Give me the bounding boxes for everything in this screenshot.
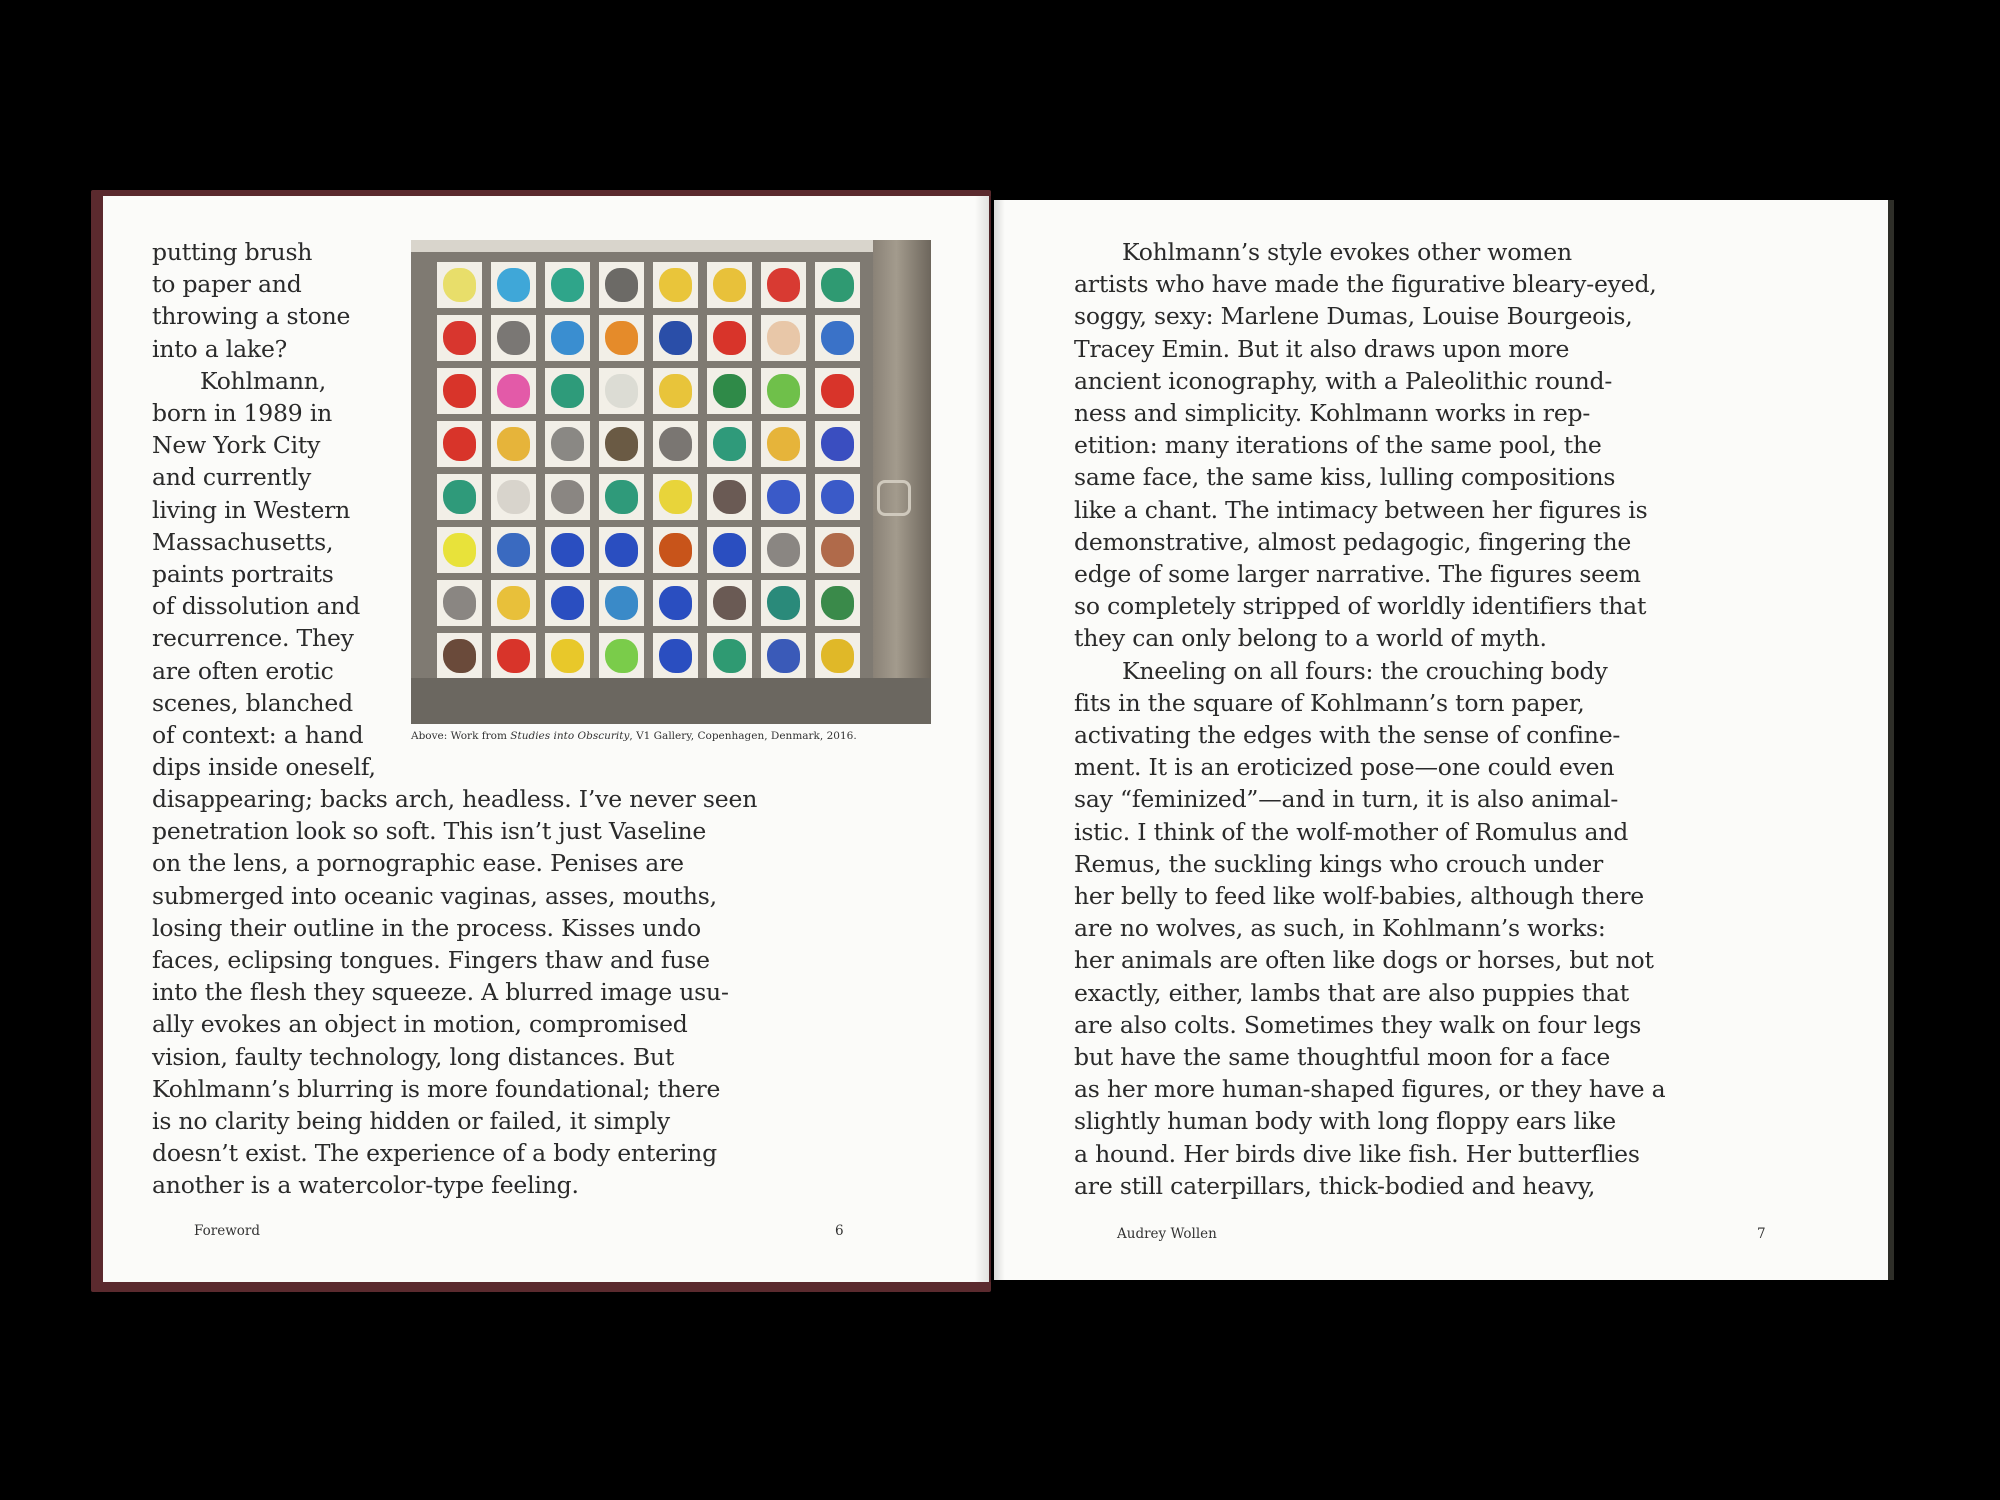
- text-line: throwing a stone: [152, 302, 351, 331]
- artwork-tile: [491, 580, 536, 626]
- text-line: ancient iconography, with a Paleolithic round-: [1074, 366, 1613, 395]
- painted-figure: [659, 586, 692, 620]
- painted-figure: [713, 586, 746, 620]
- text-line: living in Western: [152, 495, 351, 524]
- artwork-tile: [599, 580, 644, 626]
- text-line: artists who have made the figurative bleary-eyed,: [1074, 270, 1657, 299]
- artwork-tile: [437, 580, 482, 626]
- text-line: are often erotic: [152, 656, 334, 685]
- photo-caption: [411, 730, 971, 742]
- photo-wall: [411, 240, 931, 252]
- artwork-tile: [653, 474, 698, 520]
- artwork-tile: [437, 474, 482, 520]
- text-line: Tracey Emin. But it also draws upon more: [1074, 334, 1570, 363]
- artwork-tile: [815, 580, 860, 626]
- painted-figure: [767, 268, 800, 302]
- artwork-tile: [707, 262, 752, 308]
- artwork-tile: [545, 580, 590, 626]
- text-line: same face, the same kiss, lulling compositions: [1074, 463, 1616, 492]
- text-line: to paper and: [152, 270, 302, 299]
- text-line: disappearing; backs arch, headless. I’ve never seen: [152, 785, 758, 813]
- painted-figure: [551, 639, 584, 673]
- page-number-right: 7: [1757, 1226, 1766, 1242]
- artwork-tile: [707, 527, 752, 573]
- text-line: her animals are often like dogs or horses, but not: [1074, 946, 1654, 975]
- text-line: istic. I think of the wolf-mother of Romulus and: [1074, 817, 1629, 846]
- artwork-tile: [707, 580, 752, 626]
- painted-figure: [659, 639, 692, 673]
- painted-figure: [713, 374, 746, 408]
- painted-figure: [821, 586, 854, 620]
- text-line: of context: a hand: [152, 721, 364, 750]
- artwork-tile: [761, 315, 806, 361]
- painted-figure: [659, 268, 692, 302]
- painted-figure: [551, 533, 584, 567]
- painted-figure: [497, 639, 530, 673]
- artwork-tile: [599, 421, 644, 467]
- text-line: are also colts. Sometimes they walk on four legs: [1074, 1010, 1642, 1039]
- painted-figure: [551, 427, 584, 461]
- text-line: ness and simplicity. Kohlmann works in rep-: [1074, 399, 1591, 428]
- text-line: another is a watercolor-type feeling.: [152, 1171, 579, 1200]
- text-line: exactly, either, lambs that are also puppies that: [1074, 978, 1630, 1007]
- artwork-tile: [545, 474, 590, 520]
- text-line: faces, eclipsing tongues. Fingers thaw and fuse: [152, 946, 710, 975]
- painted-figure: [713, 427, 746, 461]
- artwork-tile: [707, 633, 752, 679]
- text-line: soggy, sexy: Marlene Dumas, Louise Bourgeois,: [1074, 302, 1633, 331]
- painted-figure: [551, 586, 584, 620]
- painted-figure: [497, 374, 530, 408]
- artwork-tile: [815, 315, 860, 361]
- artwork-tile: [653, 368, 698, 414]
- artwork-tile: [707, 315, 752, 361]
- text-line: are still caterpillars, thick-bodied and heavy,: [1074, 1171, 1596, 1200]
- painted-figure: [443, 321, 476, 355]
- painted-figure: [605, 268, 638, 302]
- text-line: activating the edges with the sense of confine-: [1074, 721, 1621, 750]
- painted-figure: [605, 533, 638, 567]
- painted-figure: [767, 374, 800, 408]
- text-line: into a lake?: [152, 334, 288, 363]
- artwork-tile: [761, 474, 806, 520]
- artwork-tile: [545, 633, 590, 679]
- text-line: is no clarity being hidden or failed, it simply: [152, 1107, 670, 1136]
- artwork-tile: [545, 262, 590, 308]
- text-line: ally evokes an object in motion, compromised: [152, 1010, 688, 1039]
- painted-figure: [497, 268, 530, 302]
- artwork-tile: [653, 527, 698, 573]
- artwork-tile: [545, 421, 590, 467]
- painted-figure: [659, 321, 692, 355]
- artwork-tile: [761, 633, 806, 679]
- artwork-tile: [599, 633, 644, 679]
- text-line: submerged into oceanic vaginas, asses, mouths,: [152, 881, 717, 910]
- painted-figure: [443, 374, 476, 408]
- text-line: fits in the square of Kohlmann’s torn paper,: [1074, 688, 1585, 717]
- painted-figure: [821, 268, 854, 302]
- painted-figure: [821, 321, 854, 355]
- text-line: penetration look so soft. This isn’t just Vaseline: [152, 817, 707, 846]
- painted-figure: [821, 480, 854, 514]
- artwork-tile: [491, 633, 536, 679]
- text-line: dips inside oneself,: [152, 753, 376, 782]
- artwork-tile: [491, 315, 536, 361]
- painted-figure: [767, 427, 800, 461]
- painted-figure: [443, 533, 476, 567]
- artwork-tile: [545, 315, 590, 361]
- artwork-tile: [437, 421, 482, 467]
- painted-figure: [659, 374, 692, 408]
- painted-figure: [443, 427, 476, 461]
- page-edge-right: [1888, 200, 1894, 1280]
- painted-figure: [605, 586, 638, 620]
- caption-prefix: Above: Work from: [411, 730, 511, 742]
- artwork-tile: [761, 580, 806, 626]
- photo-floor: [411, 678, 931, 724]
- artwork-tile: [437, 527, 482, 573]
- painted-figure: [767, 586, 800, 620]
- artwork-tile: [599, 368, 644, 414]
- left-page-text-wide: [152, 783, 792, 1202]
- painted-figure: [821, 374, 854, 408]
- artwork-tile: [815, 421, 860, 467]
- painted-figure: [821, 639, 854, 673]
- artwork-tile: [437, 315, 482, 361]
- painted-figure: [767, 639, 800, 673]
- painted-figure: [605, 480, 638, 514]
- artwork-tile: [761, 527, 806, 573]
- artwork-tile: [599, 262, 644, 308]
- artwork-tile: [491, 421, 536, 467]
- text-line: so completely stripped of worldly identifiers that: [1074, 592, 1647, 621]
- painted-figure: [551, 321, 584, 355]
- artwork-tile: [653, 315, 698, 361]
- artwork-tile: [761, 368, 806, 414]
- caption-suffix: , V1 Gallery, Copenhagen, Denmark, 2016.: [629, 730, 857, 742]
- painted-figure: [713, 639, 746, 673]
- footer-author-label: Audrey Wollen: [1117, 1226, 1217, 1242]
- text-line: doesn’t exist. The experience of a body entering: [152, 1139, 717, 1168]
- text-line: Kohlmann,: [200, 366, 326, 395]
- artwork-tile: [545, 368, 590, 414]
- artwork-tile: [815, 474, 860, 520]
- artwork-tile: [491, 262, 536, 308]
- text-line: vision, faulty technology, long distances. But: [152, 1042, 675, 1071]
- painted-figure: [767, 480, 800, 514]
- artwork-tile: [599, 474, 644, 520]
- artwork-tile: [437, 633, 482, 679]
- text-line: Kohlmann’s blurring is more foundational; there: [152, 1074, 721, 1103]
- artwork-tile: [761, 262, 806, 308]
- artwork-tile: [815, 633, 860, 679]
- artwork-tile: [815, 527, 860, 573]
- artwork-tile: [653, 262, 698, 308]
- gutter-shadow: [975, 196, 1005, 1282]
- artwork-tile: [599, 527, 644, 573]
- artwork-tile: [491, 527, 536, 573]
- artwork-tile: [599, 315, 644, 361]
- photo-door-lock: [877, 480, 911, 516]
- painted-figure: [659, 533, 692, 567]
- text-line: putting brush: [152, 238, 313, 266]
- text-line: as her more human-shaped figures, or they have a: [1074, 1075, 1666, 1104]
- painted-figure: [605, 639, 638, 673]
- painted-figure: [551, 480, 584, 514]
- artwork-tile: [653, 633, 698, 679]
- painted-figure: [497, 586, 530, 620]
- artwork-tile-grid: [437, 262, 869, 680]
- text-line: but have the same thoughtful moon for a face: [1074, 1043, 1611, 1072]
- text-line: Massachusetts,: [152, 527, 334, 556]
- caption-title: Studies into Obscurity: [510, 730, 630, 742]
- painted-figure: [551, 268, 584, 302]
- painted-figure: [605, 427, 638, 461]
- text-line: edge of some larger narrative. The figures seem: [1074, 560, 1641, 589]
- page-number-left: 6: [835, 1223, 844, 1239]
- artwork-tile: [815, 262, 860, 308]
- painted-figure: [497, 480, 530, 514]
- artwork-tile: [707, 368, 752, 414]
- text-line: are no wolves, as such, in Kohlmann’s works:: [1074, 914, 1606, 943]
- text-line: losing their outline in the process. Kisses undo: [152, 913, 701, 942]
- text-line: Remus, the suckling kings who crouch under: [1074, 849, 1604, 878]
- text-line: paints portraits: [152, 560, 334, 589]
- artwork-tile: [761, 421, 806, 467]
- painted-figure: [821, 427, 854, 461]
- text-line: slightly human body with long floppy ears like: [1074, 1107, 1616, 1136]
- artwork-tile: [545, 527, 590, 573]
- text-line: on the lens, a pornographic ease. Penises are: [152, 849, 684, 878]
- text-line: recurrence. They: [152, 624, 354, 653]
- painted-figure: [767, 321, 800, 355]
- text-line: her belly to feed like wolf-babies, although there: [1074, 882, 1644, 911]
- text-line: Kneeling on all fours: the crouching body: [1122, 656, 1608, 685]
- painted-figure: [659, 427, 692, 461]
- painted-figure: [713, 480, 746, 514]
- painted-figure: [605, 321, 638, 355]
- right-page-text: [1074, 236, 1714, 1202]
- text-line: like a chant. The intimacy between her figures is: [1074, 495, 1648, 524]
- painted-figure: [821, 533, 854, 567]
- painted-figure: [443, 480, 476, 514]
- artwork-tile: [653, 421, 698, 467]
- painted-figure: [713, 321, 746, 355]
- left-page-text-narrow: [152, 236, 402, 783]
- artwork-tile: [815, 368, 860, 414]
- text-line: scenes, blanched: [152, 688, 353, 717]
- text-line: of dissolution and: [152, 592, 361, 621]
- painted-figure: [605, 374, 638, 408]
- artwork-tile: [491, 368, 536, 414]
- painted-figure: [443, 268, 476, 302]
- painted-figure: [497, 533, 530, 567]
- text-line: say “feminized”—and in turn, it is also animal-: [1074, 785, 1619, 814]
- painted-figure: [767, 533, 800, 567]
- artwork-tile: [707, 421, 752, 467]
- text-line: born in 1989 in: [152, 399, 333, 428]
- painted-figure: [497, 321, 530, 355]
- painted-figure: [659, 480, 692, 514]
- text-line: etition: many iterations of the same pool, the: [1074, 431, 1602, 460]
- text-line: ment. It is an eroticized pose—one could even: [1074, 753, 1615, 782]
- text-line: a hound. Her birds dive like fish. Her butterflies: [1074, 1139, 1640, 1168]
- painted-figure: [443, 586, 476, 620]
- painted-figure: [713, 268, 746, 302]
- footer-section-label: Foreword: [194, 1223, 260, 1239]
- text-line: and currently: [152, 463, 312, 492]
- artwork-tile: [491, 474, 536, 520]
- artwork-photo: [411, 240, 931, 724]
- artwork-tile: [437, 368, 482, 414]
- text-line: they can only belong to a world of myth.: [1074, 624, 1547, 653]
- text-line: Kohlmann’s style evokes other women: [1122, 238, 1572, 266]
- artwork-tile: [437, 262, 482, 308]
- artwork-tile: [707, 474, 752, 520]
- text-line: New York City: [152, 431, 321, 460]
- painted-figure: [713, 533, 746, 567]
- artwork-tile: [653, 580, 698, 626]
- painted-figure: [443, 639, 476, 673]
- painted-figure: [497, 427, 530, 461]
- text-line: into the flesh they squeeze. A blurred image usu-: [152, 978, 729, 1007]
- painted-figure: [551, 374, 584, 408]
- text-line: demonstrative, almost pedagogic, fingering the: [1074, 527, 1632, 556]
